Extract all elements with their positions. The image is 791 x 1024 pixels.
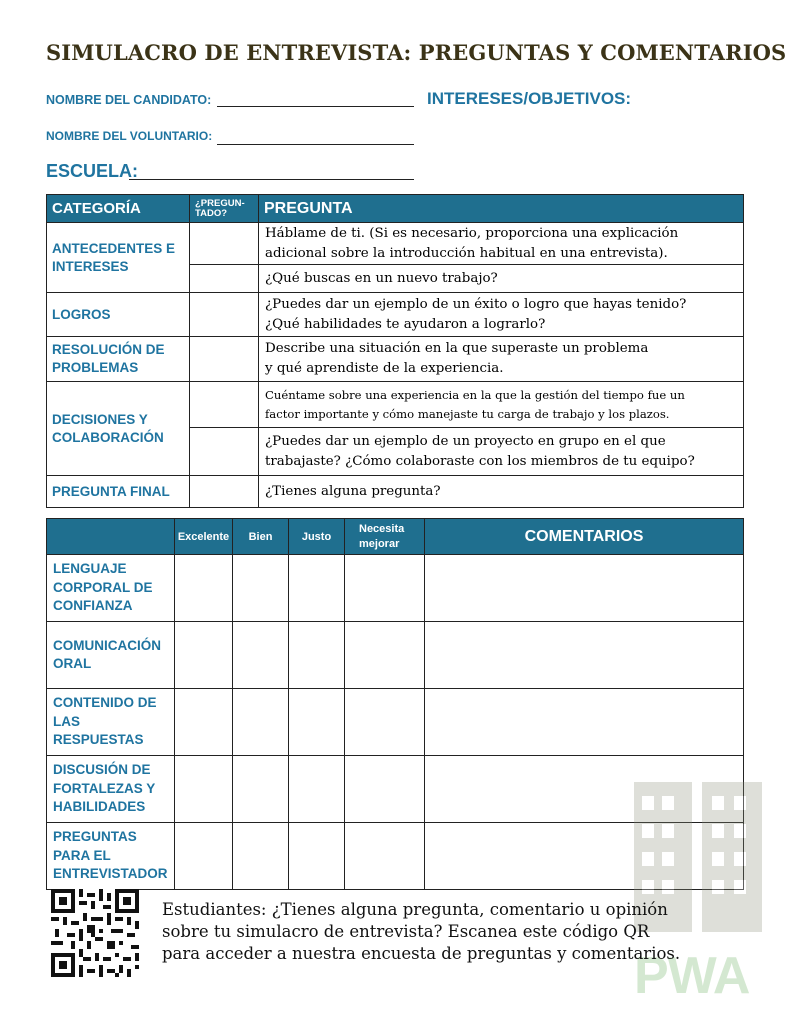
rating-cell[interactable] bbox=[175, 689, 233, 756]
row-answer-content bbox=[47, 689, 175, 756]
rating-cell[interactable] bbox=[175, 823, 233, 890]
rating-cell[interactable] bbox=[289, 823, 345, 890]
question-header: PREGUNTA bbox=[259, 195, 744, 223]
category-label: PROBLEMAS bbox=[52, 360, 139, 375]
asked-checkbox-cell[interactable] bbox=[190, 223, 259, 265]
excellent-header: Excelente bbox=[175, 519, 233, 555]
table-row bbox=[47, 223, 744, 265]
question-text: y qué aprendiste de la experiencia. bbox=[265, 361, 504, 376]
comment-cell[interactable] bbox=[425, 622, 744, 689]
rating-cell[interactable] bbox=[345, 756, 425, 823]
good-header: Bien bbox=[233, 519, 289, 555]
survey-line: Estudiantes: ¿Tienes alguna pregunta, comentario u opinión bbox=[162, 900, 668, 919]
question-cell: ¿Tienes alguna pregunta? bbox=[259, 476, 744, 508]
category-achievements: LOGROS bbox=[47, 293, 190, 337]
questions-header-row bbox=[47, 195, 744, 223]
table-row bbox=[47, 293, 744, 337]
category-label: INTERESES bbox=[52, 258, 129, 274]
category-background bbox=[47, 223, 190, 293]
rating-cell[interactable] bbox=[345, 622, 425, 689]
question-text: Cuéntame sobre una experiencia en la que la gestión del tiempo fue un bbox=[265, 387, 685, 402]
row-oral-communication bbox=[47, 622, 175, 689]
table-row bbox=[47, 555, 744, 622]
category-final-question: PREGUNTA FINAL bbox=[47, 476, 190, 508]
question-cell bbox=[259, 223, 744, 265]
category-decisions bbox=[47, 382, 190, 476]
asked-checkbox-cell[interactable] bbox=[190, 382, 259, 428]
row-label: FORTALEZAS Y bbox=[53, 780, 156, 796]
rating-header-row bbox=[47, 519, 744, 555]
table-row bbox=[47, 337, 744, 382]
page-title: SIMULACRO DE ENTREVISTA: PREGUNTAS Y COMENTARIOS bbox=[46, 40, 787, 65]
asked-checkbox-cell[interactable] bbox=[190, 293, 259, 337]
rating-cell[interactable] bbox=[289, 555, 345, 622]
volunteer-name-field[interactable] bbox=[217, 144, 414, 145]
row-label: LAS RESPUESTAS bbox=[53, 713, 144, 748]
rating-cell[interactable] bbox=[233, 823, 289, 890]
school-label: ESCUELA: bbox=[46, 161, 139, 181]
survey-line: para acceder a nuestra encuesta de preguntas y comentarios. bbox=[162, 944, 681, 963]
logo-text: PWA bbox=[634, 947, 750, 1005]
category-header: CATEGORÍA bbox=[47, 195, 190, 223]
asked-checkbox-cell[interactable] bbox=[190, 337, 259, 382]
question-cell bbox=[259, 382, 744, 428]
question-text: adicional sobre la introducción habitual en una entrevista). bbox=[265, 245, 668, 261]
asked-checkbox-cell[interactable] bbox=[190, 265, 259, 293]
comment-cell[interactable] bbox=[425, 689, 744, 756]
category-label: RESOLUCIÓN DE bbox=[52, 342, 165, 357]
category-label: DECISIONES Y bbox=[52, 411, 148, 427]
rating-corner-header bbox=[47, 519, 175, 555]
row-interviewer-questions bbox=[47, 823, 175, 890]
survey-line: sobre tu simulacro de entrevista? Escanea este código QR bbox=[162, 922, 650, 941]
volunteer-name-label: NOMBRE DEL VOLUNTARIO: bbox=[46, 129, 213, 143]
row-label: CORPORAL DE bbox=[53, 579, 153, 595]
questions-table bbox=[46, 194, 744, 508]
asked-checkbox-cell[interactable] bbox=[190, 476, 259, 508]
table-row bbox=[47, 382, 744, 428]
rating-cell[interactable] bbox=[233, 689, 289, 756]
category-problem-solving bbox=[47, 337, 190, 382]
category-label: ANTECEDENTES E bbox=[52, 240, 176, 256]
rating-cell[interactable] bbox=[175, 555, 233, 622]
rating-cell[interactable] bbox=[289, 622, 345, 689]
question-cell bbox=[259, 293, 744, 337]
interests-label: INTERESES/OBJETIVOS: bbox=[427, 89, 632, 108]
survey-message bbox=[162, 899, 762, 965]
row-label: ORAL bbox=[53, 656, 92, 671]
question-text: trabajaste? ¿Cómo colaboraste con los miembros de tu equipo? bbox=[265, 453, 695, 469]
rating-cell[interactable] bbox=[175, 756, 233, 823]
comment-cell[interactable] bbox=[425, 555, 744, 622]
table-row bbox=[47, 689, 744, 756]
comments-header: COMENTARIOS bbox=[425, 519, 744, 555]
question-text: Háblame de ti. (Si es necesario, proporciona una explicación bbox=[265, 225, 679, 241]
row-label: PREGUNTAS bbox=[53, 829, 137, 845]
rating-cell[interactable] bbox=[233, 756, 289, 823]
candidate-name-label: NOMBRE DEL CANDIDATO: bbox=[46, 93, 212, 107]
question-text: ¿Puedes dar un ejemplo de un éxito o logro que hayas tenido? bbox=[265, 296, 687, 312]
rating-cell[interactable] bbox=[345, 823, 425, 890]
question-text: ¿Puedes dar un ejemplo de un proyecto en grupo en el que bbox=[265, 433, 666, 449]
row-label: DISCUSIÓN DE bbox=[53, 762, 151, 778]
asked-header-line1: ¿PREGUN- bbox=[195, 197, 245, 209]
asked-header-line2: TADO? bbox=[195, 207, 228, 219]
qr-code-icon[interactable] bbox=[51, 889, 139, 977]
asked-header bbox=[190, 195, 259, 223]
row-label: ENTREVISTADOR bbox=[53, 866, 168, 882]
row-label: COMUNICACIÓN bbox=[53, 637, 161, 653]
rating-cell[interactable] bbox=[233, 622, 289, 689]
row-label: HABILIDADES bbox=[53, 799, 146, 815]
row-strengths bbox=[47, 756, 175, 823]
question-cell bbox=[259, 337, 744, 382]
candidate-name-field[interactable] bbox=[217, 106, 414, 107]
fair-header: Justo bbox=[289, 519, 345, 555]
row-body-language bbox=[47, 555, 175, 622]
needs-improvement-header bbox=[345, 519, 425, 555]
question-cell: ¿Qué buscas en un nuevo trabajo? bbox=[259, 265, 744, 293]
rating-cell[interactable] bbox=[345, 689, 425, 756]
needs-line2: mejorar bbox=[359, 537, 400, 550]
needs-line1: Necesita bbox=[359, 522, 405, 535]
row-label: CONTENIDO DE bbox=[53, 695, 157, 711]
table-row bbox=[47, 622, 744, 689]
question-text: factor importante y cómo manejaste tu carga de trabajo y los plazos. bbox=[265, 406, 670, 421]
rating-cell[interactable] bbox=[345, 555, 425, 622]
question-text: ¿Qué habilidades te ayudaron a lograrlo? bbox=[265, 316, 546, 332]
rating-cell[interactable] bbox=[233, 555, 289, 622]
question-cell bbox=[259, 428, 744, 476]
table-row bbox=[47, 476, 744, 508]
row-label: CONFIANZA bbox=[53, 598, 133, 614]
row-label: PARA EL bbox=[53, 847, 111, 863]
rating-cell[interactable] bbox=[175, 622, 233, 689]
rating-cell[interactable] bbox=[289, 756, 345, 823]
asked-checkbox-cell[interactable] bbox=[190, 428, 259, 476]
rating-cell[interactable] bbox=[289, 689, 345, 756]
category-label: COLABORACIÓN bbox=[52, 429, 164, 445]
row-label: LENGUAJE bbox=[53, 561, 127, 577]
school-field[interactable] bbox=[129, 179, 414, 180]
question-text: Describe una situación en la que superaste un problema bbox=[265, 341, 649, 356]
